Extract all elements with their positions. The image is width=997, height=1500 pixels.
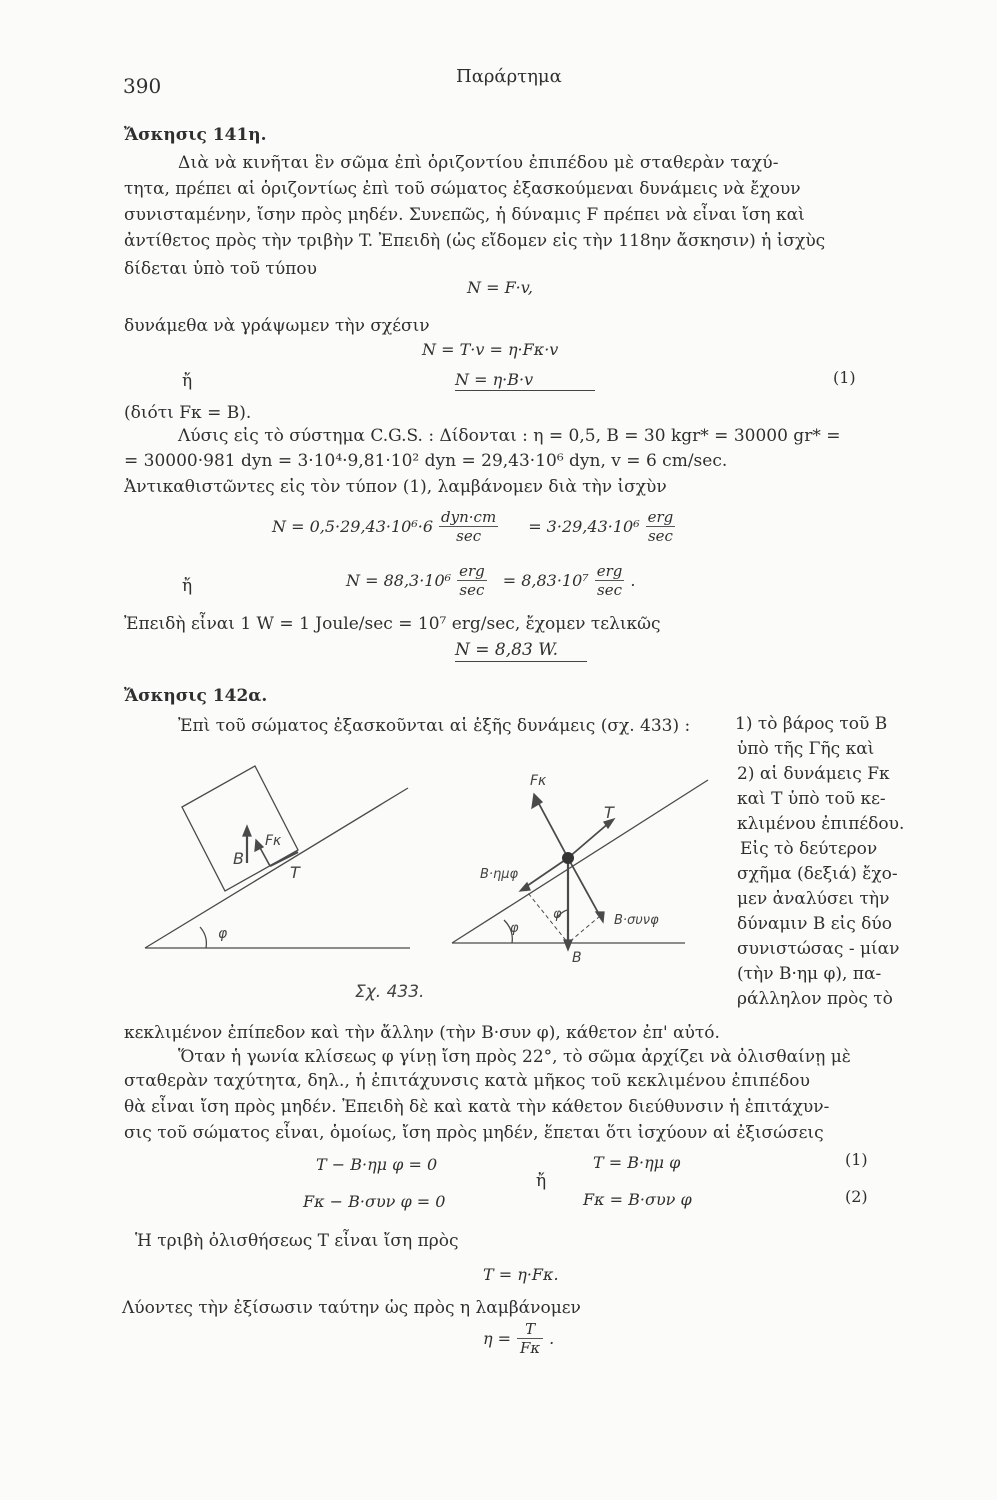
cgs-line-1: Λύσις εἰς τὸ σύστημα C.G.S. : Δίδονται : η = 0,5, B = 30 kgr* = 30000 gr* = <box>178 426 841 446</box>
friction-line: Ἡ τριβὴ ὀλισθήσεως T εἶναι ἴση πρὸς <box>135 1231 459 1251</box>
unit-sec: sec <box>647 527 673 545</box>
eq-res-left: N = 88,3·10⁶ <box>346 571 452 590</box>
running-title: Παράρτημα <box>456 66 562 87</box>
or-2: ἤ <box>182 576 193 596</box>
label-Bsin: B·ημφ <box>480 867 519 882</box>
figure-right <box>452 780 708 950</box>
eq1-number: (1) <box>845 1150 868 1169</box>
ex142-line-5: σις τοῦ σώματος εἶναι, ὁμοίως, ἴση πρὸς μηδέν, ἕπεται ὅτι ἰσχύουν αἱ ἐξισώσεις <box>124 1123 824 1143</box>
eq-res-unit-1 <box>457 562 487 599</box>
dash-2 <box>568 916 600 943</box>
eq-sub-numerator: dyn·cm <box>441 508 497 526</box>
eq-N2: N = η·B·v <box>455 370 595 391</box>
figure-caption: Σχ. 433. <box>355 982 425 1002</box>
exercise-141-title: Ἄσκησις 141η. <box>124 125 267 145</box>
eta-fraction <box>517 1320 543 1357</box>
ex141-write-line: δυνάμεθα νὰ γράψωμεν τὴν σχέσιν <box>124 316 430 336</box>
eta-numerator: T <box>517 1320 543 1339</box>
fk-arrow-right <box>538 802 568 858</box>
label-phi-inner: φ <box>553 907 562 922</box>
eq-N2-number: (1) <box>833 368 856 387</box>
bcos-arrowhead <box>596 912 604 922</box>
exercise-142-title: Ἄσκησις 142α. <box>124 686 268 706</box>
eq-friction: T = η·Fκ. <box>483 1265 559 1284</box>
page-number: 390 <box>123 74 162 98</box>
eq2-left: Fκ − B·συν φ = 0 <box>303 1192 446 1211</box>
ex141-line-1: Διὰ νὰ κινῆται ἓν σῶμα ἐπὶ ὁριζοντίου ἐπιπέδου μὲ σταθερὰν ταχύ- <box>178 153 779 173</box>
unit-erg: erg <box>459 562 485 580</box>
figure-433 <box>130 740 730 1020</box>
eq-result <box>346 562 635 599</box>
label-B-left: B <box>233 849 244 868</box>
eq-res-mid: = 8,83·10⁷ <box>502 571 589 590</box>
solve-line: Λύοντες τὴν ἐξίσωσιν ταύτην ὡς πρὸς η λαμβάνομεν <box>122 1298 581 1318</box>
ex142-line-3: σταθερὰν ταχύτητα, δηλ., ἡ ἐπιτάχυνσις κατὰ μῆκος τοῦ κεκλιμένου ἐπιπέδου <box>124 1071 811 1091</box>
ex141-line-2: τητα, πρέπει αἱ ὁριζοντίως ἐπὶ τοῦ σώματος ἐξασκούμεναι δυνάμεις νὰ ἔχουν <box>124 179 801 199</box>
side-text-line: Εἰς τὸ δεύτερον <box>740 839 878 859</box>
eq-res-unit-2 <box>595 562 625 599</box>
body-point <box>562 852 574 864</box>
eq2-right: Fκ = B·συν φ <box>583 1190 692 1209</box>
eq2-number: (2) <box>845 1187 868 1206</box>
side-text-line: καὶ T ὑπὸ τοῦ κε- <box>737 789 886 809</box>
angle-arc-left <box>200 927 206 948</box>
side-text-line: σχῆμα (δεξιά) ἔχο- <box>737 864 898 884</box>
unit-erg: erg <box>596 562 623 580</box>
block <box>182 766 298 891</box>
or-1: ἤ <box>182 371 193 391</box>
ex142-intro: Ἐπὶ τοῦ σώματος ἐξασκοῦνται αἱ ἑξῆς δυνάμεις (σχ. 433) : <box>178 716 691 736</box>
ex142-line-2: Ὅταν ἡ γωνία κλίσεως φ γίνῃ ἴση πρὸς 22°, τὸ σῶμα ἀρχίζει νὰ ὀλισθαίνῃ μὲ <box>178 1047 851 1067</box>
eq-eta <box>483 1320 554 1357</box>
ex141-line-3: συνισταμένην, ἴσην πρὸς μηδέν. Συνεπῶς, ἡ δύναμις F πρέπει νὰ εἶναι ἴση καὶ <box>124 205 805 225</box>
final-result: N = 8,83 W. <box>455 640 587 662</box>
eq-res-end: . <box>630 571 636 590</box>
cgs-line-2: = 30000·981 dyn = 3·10⁴·9,81·10² dyn = 29,43·10⁶ dyn, v = 6 cm/sec. <box>124 451 728 471</box>
unit-erg: erg <box>647 508 674 526</box>
label-phi-right: φ <box>510 921 519 936</box>
eta-denominator: Fκ <box>519 1339 541 1357</box>
eq-sub-unit <box>646 508 676 545</box>
eq-substitution <box>272 508 675 545</box>
eq-N1: N = T·v = η·Fκ·v <box>422 340 559 359</box>
side-text-line: (τὴν B·ημ φ), πα- <box>737 964 882 984</box>
eq-sub-left: N = 0,5·29,43·10⁶·6 <box>272 517 434 536</box>
bcos-arrow <box>568 858 600 916</box>
ex141-line-4: ἀντίθετος πρὸς τὴν τριβὴν T. Ἐπειδὴ (ὡς εἴδομεν εἰς τὴν 118ην ἄσκησιν) ἡ ἰσχὺς <box>124 231 826 251</box>
eq-sub-mid: = 3·29,43·10⁶ <box>528 517 640 536</box>
eq-sub-fraction <box>439 508 498 545</box>
ex141-line-5: δίδεται ὑπὸ τοῦ τύπου <box>124 259 317 279</box>
label-Fk-right: Fκ <box>530 773 547 789</box>
label-T-left: T <box>290 863 300 882</box>
unit-sec: sec <box>459 581 485 599</box>
b-arrowhead-right <box>564 940 572 950</box>
since-line: (διότι Fκ = B). <box>124 403 252 423</box>
label-T-right: T <box>604 803 614 822</box>
incline-line-right <box>452 780 708 943</box>
label-Fk-left: Fκ <box>265 833 282 849</box>
t-arrow-right <box>568 822 610 858</box>
eq-power: N = F·v, <box>467 278 533 297</box>
side-text-line: συνιστώσας - μίαν <box>737 939 900 959</box>
eq-sub-denominator: sec <box>456 527 482 545</box>
label-Bcos: B·συνφ <box>614 913 659 928</box>
side-text-line: δύναμιν B εἰς δύο <box>737 914 892 934</box>
weight-arrowhead <box>243 826 251 836</box>
side-text-line: κλιμένου ἐπιπέδου. <box>737 814 905 834</box>
joule-line: Ἐπειδὴ εἶναι 1 W = 1 Joule/sec = 10⁷ erg/sec, ἔχομεν τελικῶς <box>124 614 661 634</box>
substitute-line: Ἀντικαθιστῶντες εἰς τὸν τύπον (1), λαμβάνομεν διὰ τὴν ἰσχὺν <box>124 477 667 497</box>
figure-left <box>145 766 410 948</box>
side-text-line: μεν ἀναλύσει τὴν <box>737 889 890 909</box>
label-B-right: B <box>572 950 582 966</box>
side-text-line: ὑπὸ τῆς Γῆς καὶ <box>737 739 875 759</box>
eq1-right: T = B·ημ φ <box>593 1153 681 1172</box>
unit-sec: sec <box>597 581 623 599</box>
ex142-line-1: κεκλιμένον ἐπίπεδον καὶ τὴν ἄλλην (τὴν B·συν φ), κάθετον ἐπ' αὐτό. <box>124 1023 720 1043</box>
ex142-line-4: θὰ εἶναι ἴση πρὸς μηδέν. Ἐπειδὴ δὲ καὶ κατὰ τὴν κάθετον διεύθυνσιν ἡ ἐπιτάχυν- <box>124 1097 830 1117</box>
side-text-line: 2) αἱ δυνάμεις Fκ <box>737 764 890 784</box>
eq-or: ἤ <box>536 1171 547 1191</box>
eta-end: . <box>549 1329 555 1348</box>
side-text-line: 1) τὸ βάρος τοῦ B <box>735 714 888 734</box>
eq1-left: T − B·ημ φ = 0 <box>316 1155 438 1174</box>
side-text-line: ράλληλον πρὸς τὸ <box>737 989 893 1009</box>
eta-lhs: η = <box>483 1329 512 1348</box>
label-phi-left: φ <box>218 926 228 942</box>
